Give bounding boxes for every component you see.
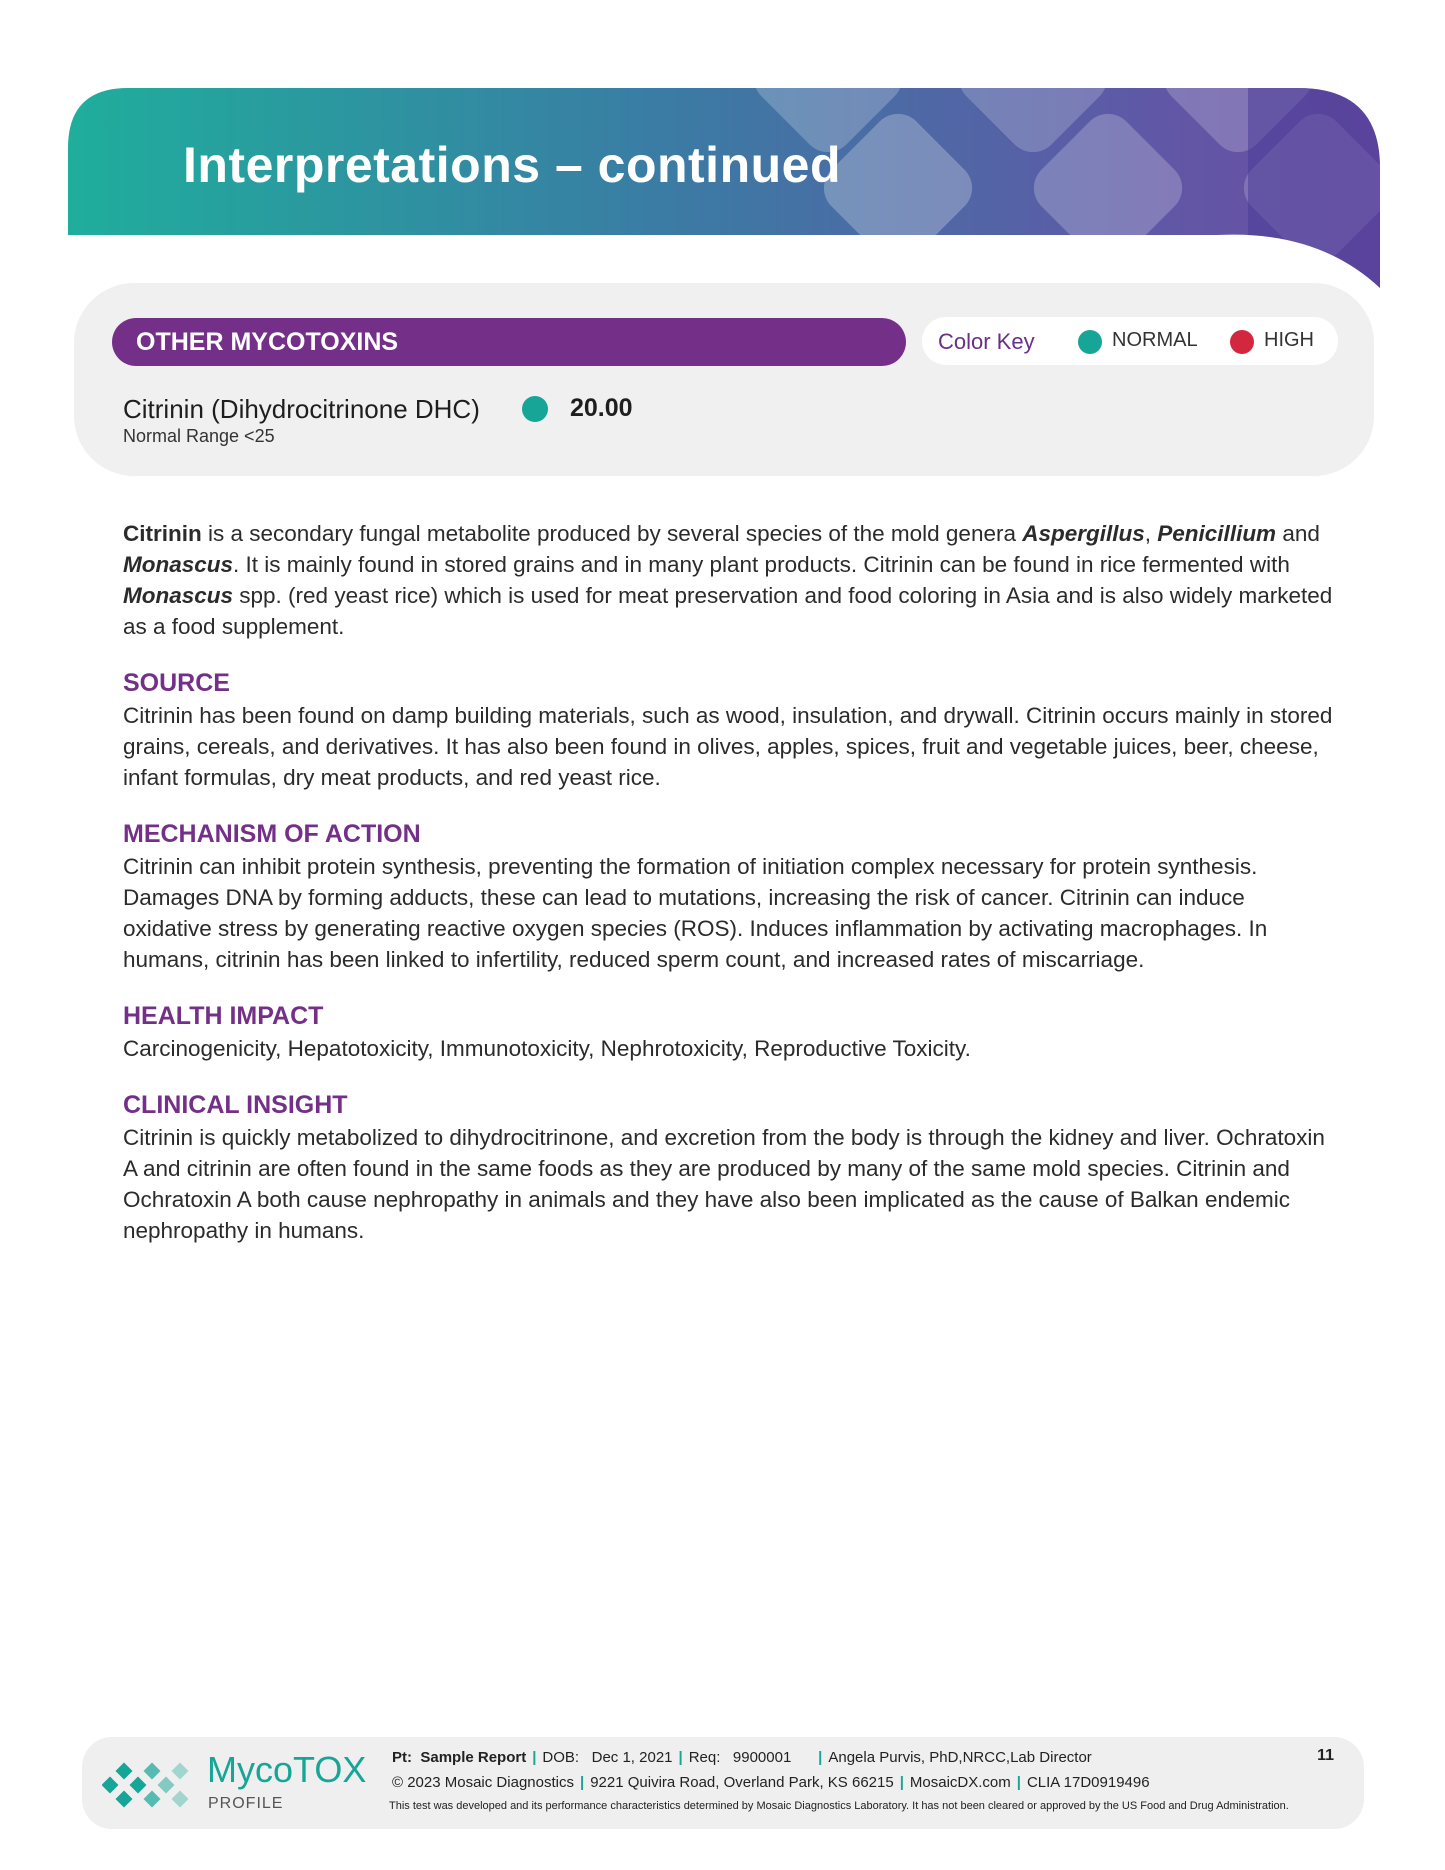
intro-text: is a secondary fungal metabolite produced by several species of the mold genera <box>201 521 1023 546</box>
req-value: 9900001 <box>732 1749 792 1766</box>
mycotox-logo-icon <box>102 1757 194 1813</box>
section-text-mechanism: Citrinin can inhibit protein synthesis, preventing the formation of initiation complex necessary for protein synthesis. Damages DNA by forming adducts, these can lead to mutations, increasing the risk of cancer. Citrinin can induce oxidative stress by generating reactive oxygen species (ROS). Induces inflammation by activating macrophages. In humans, citrinin has been linked to infertility, reduced sperm count, and increased rates of miscarriage. <box>123 854 1268 972</box>
req-label: Req: <box>688 1749 721 1766</box>
disclaimer: This test was developed and its performance characteristics determined by Mosaic Diagnostics Laboratory. It has not been cleared or approved by the US Food and Drug Administration. <box>389 1800 1289 1812</box>
section-text-clinical: Citrinin is quickly metabolized to dihydrocitrinone, and excretion from the body is through the kidney and liver. Ochratoxin A and citrinin are often found in the same foods as they are produced by many of the same mold species. Citrinin and Ochratoxin A both cause nephropathy in animals and they have also been implicated as the cause of Balkan endemic nephropathy in humans. <box>123 1125 1325 1243</box>
high-dot-icon <box>1230 330 1254 354</box>
result-card <box>74 283 1374 476</box>
brand-name: MycoTOX <box>207 1749 367 1790</box>
color-key <box>922 317 1338 365</box>
analyte-value: 20.00 <box>570 394 633 422</box>
section-text-health: Carcinogenicity, Hepatotoxicity, Immunotoxicity, Nephrotoxicity, Reproductive Toxicity. <box>123 1036 971 1061</box>
category-bar: OTHER MYCOTOXINS <box>112 318 906 366</box>
genus-penicillium: Penicillium <box>1157 521 1277 546</box>
genus-aspergillus: Aspergillus <box>1022 521 1145 546</box>
copyright: © 2023 Mosaic Diagnostics <box>392 1774 574 1791</box>
section-text-source: Citrinin has been found on damp building materials, such as wood, insulation, and drywall. Citrinin occurs mainly in stored grains, cereals, and derivatives. It has also been found in olives, apples, spices, fruit and vegetable juices, beer, cheese, infant formulas, dry meat products, and red yeast rice. <box>123 703 1333 790</box>
pt-label: Pt: <box>392 1749 412 1766</box>
section-heading-clinical: CLINICAL INSIGHT <box>123 1091 348 1119</box>
dob-label: DOB: <box>542 1749 580 1766</box>
patient-info-line: Pt: Sample Report | DOB: Dec 1, 2021 | Req: 9900001 | Angela Purvis, PhD,NRCC,Lab Director <box>392 1749 1092 1766</box>
page-title: Interpretations – continued <box>183 137 842 193</box>
pt-value: Sample Report <box>420 1749 527 1766</box>
dob-value: Dec 1, 2021 <box>591 1749 673 1766</box>
status-dot-icon <box>522 396 548 422</box>
high-label: HIGH <box>1264 329 1314 351</box>
intro-paragraph <box>123 518 1333 642</box>
intro-text: and <box>1276 521 1320 546</box>
color-key-title: Color Key <box>938 329 1035 354</box>
lab-address: 9221 Quivira Road, Overland Park, KS 66215 <box>590 1774 894 1791</box>
normal-label: NORMAL <box>1112 329 1198 351</box>
section-heading-source: SOURCE <box>123 669 230 697</box>
clia-number: CLIA 17D0919496 <box>1026 1774 1150 1791</box>
page-number: 11 <box>1317 1747 1334 1764</box>
footer <box>82 1737 1364 1829</box>
normal-range: Normal Range <25 <box>123 426 275 446</box>
intro-text: spp. (red yeast rice) which is used for meat preservation and food coloring in Asia and is also widely marketed as a food supplement. <box>123 583 1333 639</box>
intro-term: Citrinin <box>123 521 202 546</box>
section-heading-mechanism: MECHANISM OF ACTION <box>123 820 421 848</box>
header-banner <box>68 88 1380 288</box>
intro-text: , <box>1144 521 1158 546</box>
intro-text: . It is mainly found in stored grains and in many plant products. Citrinin can be found in rice fermented with <box>233 552 1290 577</box>
lab-director: Angela Purvis, PhD,NRCC,Lab Director <box>828 1749 1092 1766</box>
analyte-name: Citrinin (Dihydrocitrinone DHC) <box>123 394 480 424</box>
brand-subtitle: PROFILE <box>208 1795 284 1812</box>
section-heading-health: HEALTH IMPACT <box>123 1002 324 1030</box>
interpretation-content <box>123 518 1333 1246</box>
lab-website: MosaicDX.com <box>909 1774 1011 1791</box>
normal-dot-icon <box>1078 330 1102 354</box>
lab-info-line: © 2023 Mosaic Diagnostics | 9221 Quivira Road, Overland Park, KS 66215 | MosaicDX.com | CLIA 17D0919496 <box>392 1774 1150 1791</box>
genus-monascus: Monascus <box>123 583 234 608</box>
genus-monascus: Monascus <box>123 552 234 577</box>
